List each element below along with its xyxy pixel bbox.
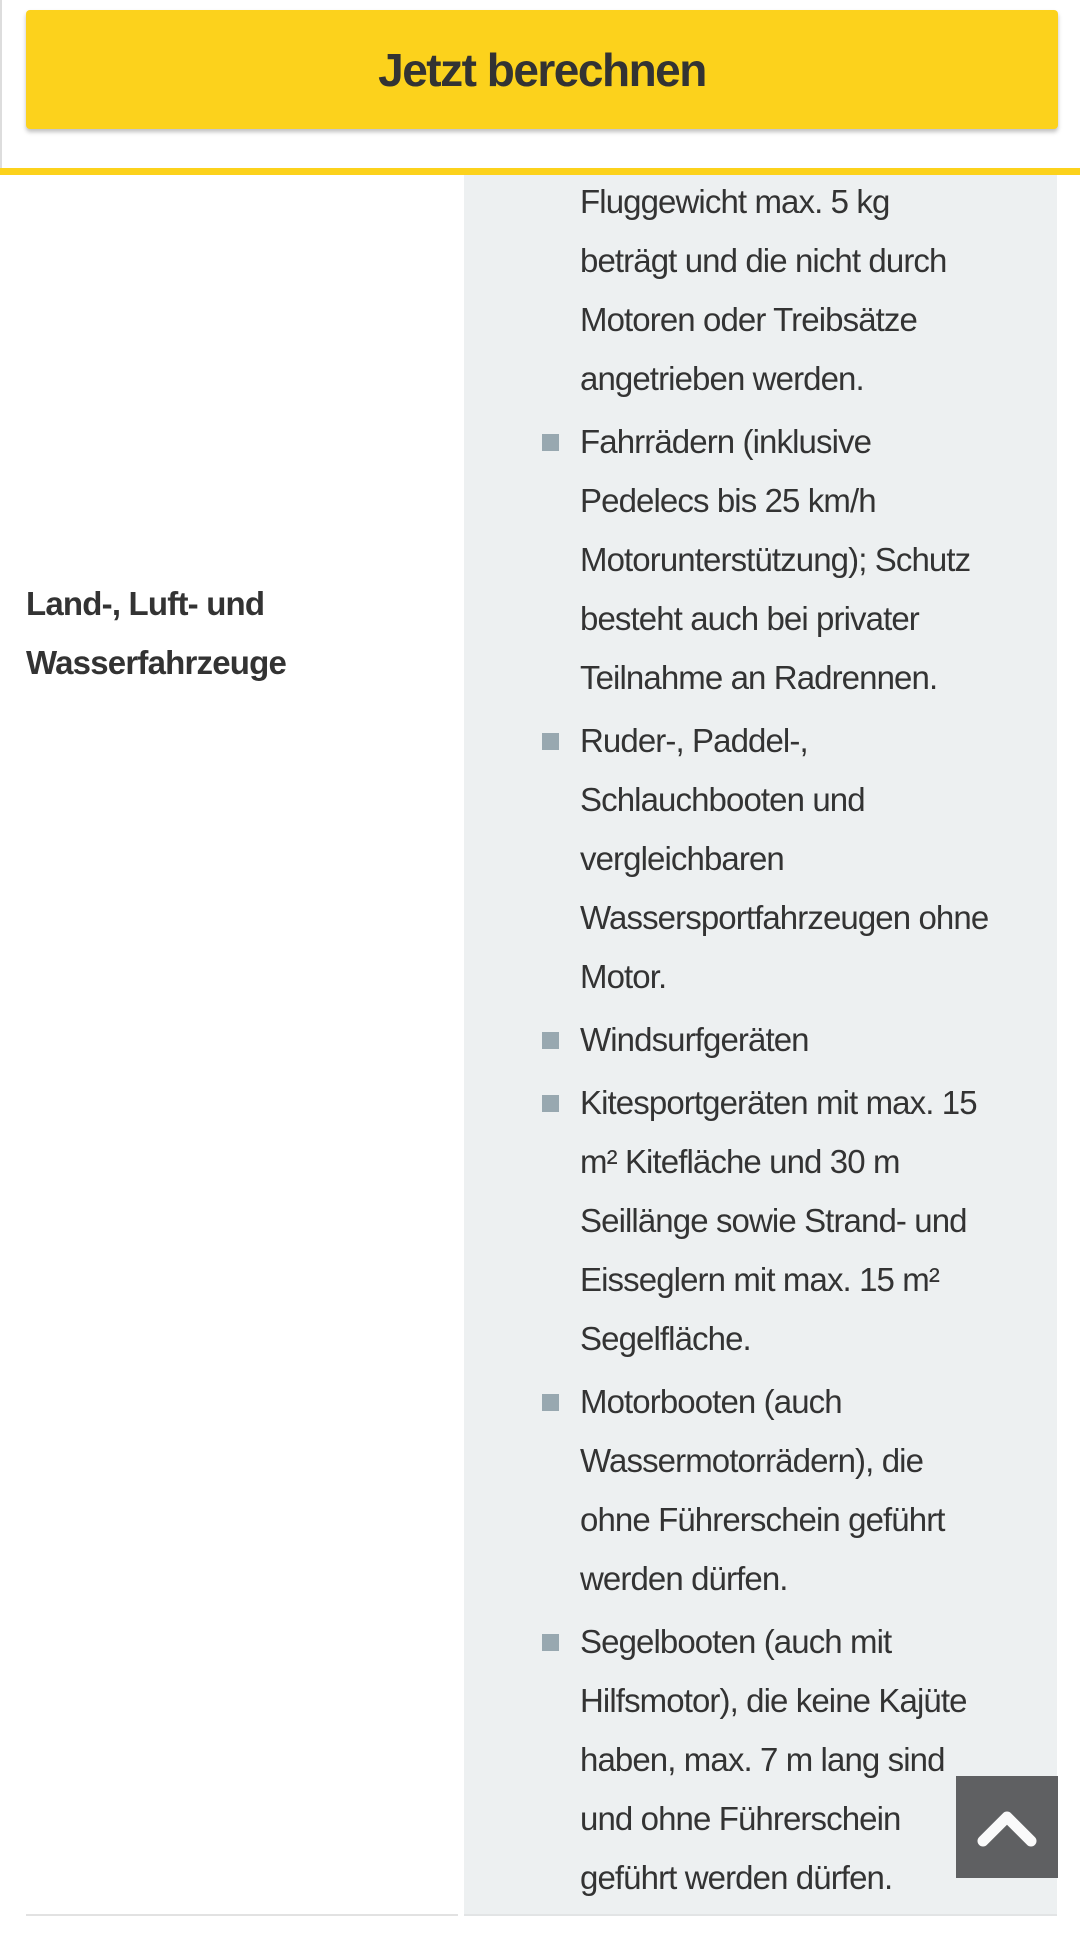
row-divider <box>26 1914 458 1916</box>
square-bullet-icon <box>542 1634 559 1651</box>
square-bullet-icon <box>542 1394 559 1411</box>
square-bullet-icon <box>542 434 559 451</box>
list-item-text: Motoren oder Treibsätze <box>580 301 917 338</box>
list-item-text: Wassermotorrädern), die <box>580 1442 924 1479</box>
row-label-line: Land-, Luft- und <box>26 585 265 622</box>
list-item-text: Windsurfgeräten <box>580 1021 809 1058</box>
list-item-text: Eisseglern mit max. 15 m² <box>580 1261 939 1298</box>
list-item-text: Motorunterstützung); Schutz <box>580 541 971 578</box>
list-item-text: Ruder-, Paddel-, <box>580 722 808 759</box>
list-item <box>540 1612 988 1907</box>
list-item-text: beträgt und die nicht durch <box>580 242 947 279</box>
row-label <box>26 574 446 692</box>
list-item-text: Wassersportfahrzeugen ohne <box>580 899 989 936</box>
square-bullet-icon <box>542 1095 559 1112</box>
list-item-text: angetrieben werden. <box>580 360 864 397</box>
list-item-text: und ohne Führerschein <box>580 1800 901 1837</box>
list-item-text: Segelfläche. <box>580 1320 751 1357</box>
list-item-text: Hilfsmotor), die keine Kajüte <box>580 1682 967 1719</box>
list-item-text: Segelbooten (auch mit <box>580 1623 892 1660</box>
page-edge <box>0 0 2 170</box>
chevron-up-icon <box>977 1807 1037 1847</box>
square-bullet-icon <box>542 1032 559 1049</box>
list-item-text: Seillänge sowie Strand- und <box>580 1202 967 1239</box>
list-item <box>540 1372 988 1608</box>
list-item-text: Teilnahme an Radrennen. <box>580 659 938 696</box>
list-item-text: Pedelecs bis 25 km/h <box>580 482 876 519</box>
scroll-to-top-button[interactable] <box>956 1776 1058 1878</box>
list-item <box>540 1073 988 1368</box>
list-item-text: Motor. <box>580 958 667 995</box>
list-item-text: Kitesportgeräten mit max. 15 <box>580 1084 977 1121</box>
row-label-line: Wasserfahrzeuge <box>26 644 287 681</box>
cell-divider <box>464 1914 1057 1916</box>
list-item <box>540 412 988 707</box>
list-item-text: Fahrrädern (inklusive <box>580 423 872 460</box>
list-item-text: besteht auch bei privater <box>580 600 919 637</box>
list-item <box>540 172 988 408</box>
list-item-text: Motorbooten (auch <box>580 1383 842 1420</box>
list-item-text: werden dürfen. <box>580 1560 788 1597</box>
calculate-button[interactable]: Jetzt berechnen <box>26 10 1058 129</box>
list-item-text: haben, max. 7 m lang sind <box>580 1741 945 1778</box>
list-item-text: geführt werden dürfen. <box>580 1859 893 1896</box>
coverage-list <box>540 172 988 1911</box>
list-item-text: Fluggewicht max. 5 kg <box>580 183 890 220</box>
list-item-text: ohne Führerschein geführt <box>580 1501 945 1538</box>
list-item <box>540 711 988 1006</box>
list-item-text: m² Kitefläche und 30 m <box>580 1143 900 1180</box>
list-item-text: vergleichbaren <box>580 840 784 877</box>
square-bullet-icon <box>542 733 559 750</box>
list-item <box>540 1010 988 1069</box>
list-item-text: Schlauchbooten und <box>580 781 865 818</box>
